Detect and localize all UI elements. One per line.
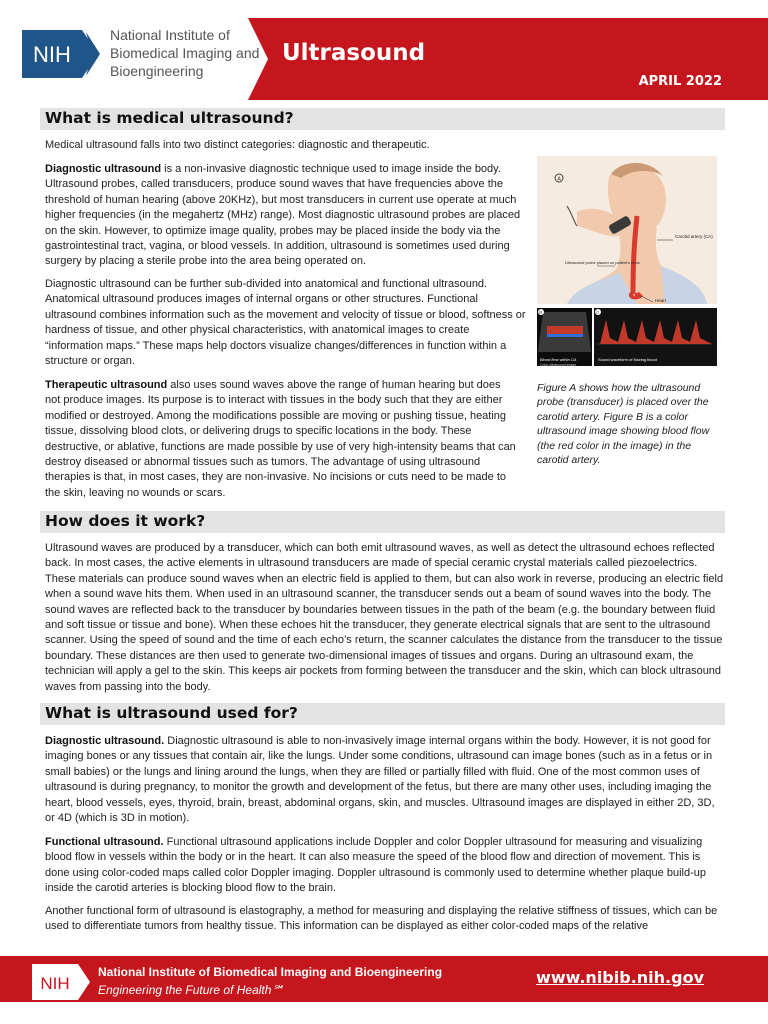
diagnostic-term: Diagnostic ultrasound — [45, 163, 162, 175]
figure-a-illustration — [537, 156, 717, 304]
publication-date: APRIL 2022 — [638, 74, 722, 89]
therapeutic-paragraph — [45, 378, 517, 501]
section-heading-what-is — [40, 108, 725, 130]
ultrasound-figure — [537, 156, 717, 366]
heading-text: What is ultrasound used for? — [45, 704, 298, 722]
subdivide-paragraph: Diagnostic ultrasound can be further sub-divided into anatomical and functional ultrasound. Anatomical ultrasound produces images of internal organs or other structures. Functional ultrasound combines information such as the movement and velocity of tissue or blood, softness or hardness of tissue, and other physical characteristics, with anatomical images to create “information maps.” These maps help doctors visualize changes/differences in function within a structure or organ. — [45, 278, 526, 368]
website-link[interactable]: www.nibib.nih.gov — [536, 968, 704, 987]
diagnostic-use-text: Diagnostic ultrasound is able to non-invasively image internal organs within the body. However, it is not good for imaging bones or any tissues that contain air, like the lungs. Under some conditions, ultrasound can image bones (such as in a fetus or in small babies) or the lungs and lining around the lungs, when they are filled or partially filled with fluid. One of the most common uses of ultrasound is during pregnancy, to monitor the growth and development of the fetus, but there are many other uses, including imaging the heart, blood vessels, eyes, thyroid, brain, breast, abdominal organs, skin, and muscles. Ultrasound images are displayed in either 2D, 3D, or 4D (which is 3D in motion). — [45, 735, 715, 825]
diagnostic-use-paragraph — [45, 734, 725, 826]
heading-text: How does it work? — [45, 512, 206, 530]
svg-text:Ultrasound probe placed on pat: Ultrasound probe placed on patient's neck — [565, 260, 640, 265]
elastography-paragraph: Another functional form of ultrasound is elastography, a method for measuring and displaying the relative stiffness of tissues, which can be used to differentiate tumors from healthy tissue. This information can be displayed as either color-coded maps of the relative — [45, 905, 718, 933]
section-heading-how-it-works — [40, 511, 725, 533]
intro-paragraph: Medical ultrasound falls into two distinct categories: diagnostic and therapeutic. — [45, 139, 430, 151]
svg-text:B: B — [539, 309, 542, 315]
figure-b-doppler-waveform — [594, 308, 717, 366]
heading-text: What is medical ultrasound? — [45, 109, 294, 127]
nih-logo-icon — [22, 30, 102, 78]
therapeutic-term: Therapeutic ultrasound — [45, 379, 168, 391]
page-title: Ultrasound — [282, 40, 426, 66]
therapeutic-text: also uses sound waves above the range of human hearing but does not produce images. Its purpose is to interact with tissues in the body such that they are either modified or destroyed. Among the modifications possible are moving or pushing tissue, heating tissue, dissolving blood clots, or delivering drugs to specific locations in the body. These destructive, or ablative, functions are made possible by use of very high-intensity beams that can destroy diseased or abnormal tissues such as tumors. The advantage of using ultrasound therapies is that, in most cases, they are non-invasive. No incisions or cuts need to be made to the skin, leaving no wounds or scars. — [45, 379, 516, 499]
svg-text:NIH: NIH — [40, 974, 70, 993]
page-footer — [0, 956, 768, 1002]
svg-text:Color ultrasound image: Color ultrasound image — [540, 363, 577, 366]
diagnostic-text: is a non-invasive diagnostic technique used to image inside the body. Ultrasound probes, called transducers, produce sound waves that have frequencies above the threshold of human hearing (above 20KHz), but most transducers in current use operate at much higher frequencies (in the megahertz (MHz) range). Most diagnostic ultrasound probes are placed on the skin. However, to optimize image quality, probes may be placed inside the body via the gastrointestinal tract, vagina, or blood vessels. In addition, ultrasound is sometimes used during surgery by placing a sterile probe into the area being operated on. — [45, 163, 521, 268]
institute-name: National Institute of Biomedical Imaging and Bioengineering — [110, 27, 260, 79]
functional-use-paragraph — [45, 835, 725, 897]
figure-b-color-ultrasound — [537, 308, 592, 366]
svg-text:Sound waveform of flowing bloo: Sound waveform of flowing blood — [598, 357, 657, 362]
footer-institute-name: National Institute of Biomedical Imaging and Bioengineering — [98, 965, 443, 979]
svg-text:A: A — [557, 176, 561, 183]
svg-text:Carotid artery (CA): Carotid artery (CA) — [675, 234, 713, 239]
section-heading-used-for — [40, 703, 725, 725]
diagnostic-paragraph — [45, 162, 527, 270]
svg-text:C: C — [596, 309, 600, 315]
svg-text:NIH: NIH — [33, 42, 71, 67]
figure-caption: Figure A shows how the ultrasound probe (transducer) is placed over the carotid artery. Figure B is a color ultrasound image showing blood flow (the red color in the image) in the carotid artery. — [537, 381, 710, 466]
page-header — [0, 0, 768, 100]
diagnostic-use-term: Diagnostic ultrasound. — [45, 735, 165, 747]
functional-use-text: Functional ultrasound applications include Doppler and color Doppler ultrasound for measuring and visualizing blood flow in vessels within the body or in the heart. It can also measure the speed of the blood flow and direction of movement. This is done using color-coded maps called color Doppler imaging. Doppler ultrasound is commonly used to determine whether plaque build-up inside the carotid arteries is blocking blood flow to the brain. — [45, 836, 706, 895]
functional-use-term: Functional ultrasound. — [45, 836, 164, 848]
svg-text:Heart: Heart — [655, 298, 667, 303]
footer-tagline: Engineering the Future of Health℠ — [98, 983, 284, 997]
svg-text:Blood flow within CA: Blood flow within CA — [540, 357, 577, 362]
footer-nih-logo-icon — [32, 964, 94, 1000]
how-it-works-paragraph: Ultrasound waves are produced by a transducer, which can both emit ultrasound waves, as well as detect the ultrasound echoes reflected back. In most cases, the active elements in ultrasound transducers are made of special ceramic crystal materials called piezoelectrics. These materials can produce sound waves when an electric field is applied to them, but can also work in reverse, producing an electric field when a sound wave hits them. When used in an ultrasound scanner, the transducer sends out a beam of sound waves into the body. The sound waves are reflected back to the transducer by boundaries between tissues in the path of the beam (e.g. the boundary between fluid and soft tissue or tissue and bone). When these echoes hit the transducer, they generate electrical signals that are sent to the ultrasound scanner. Using the speed of sound and the time of each echo’s return, the scanner calculates the distance from the transducer to the tissue boundary. These distances are then used to generate two-dimensional images of tissues and organs. During an ultrasound exam, the technician will apply a gel to the skin. This keeps air pockets from forming between the transducer and the skin, which can block ultrasound waves from passing into the body. — [45, 542, 724, 693]
